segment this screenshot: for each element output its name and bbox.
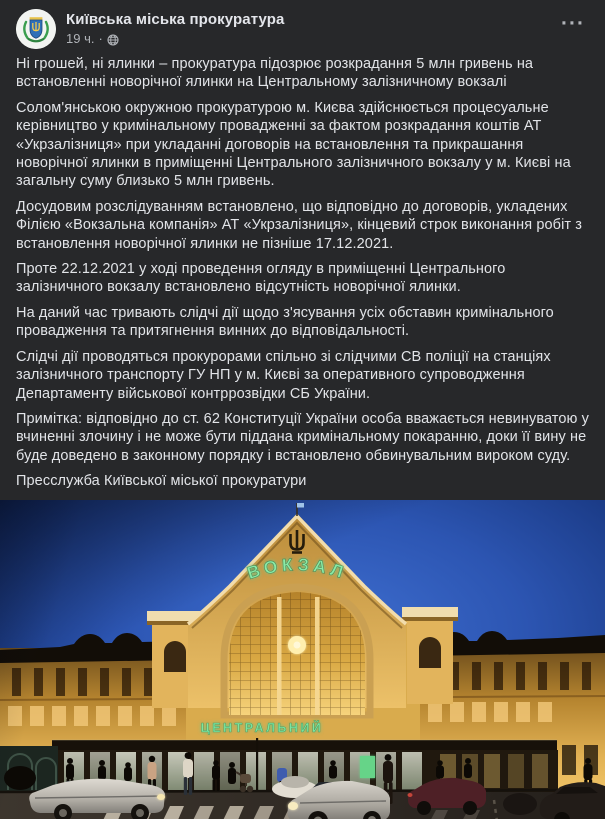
post-timestamp[interactable]: 19 ч.	[66, 31, 95, 46]
post-paragraph: На даний час тривають слідчі дії щодо з'ясування усіх обставин кримінального провадження та притягнення винних до відповідальності.	[16, 304, 554, 340]
post-paragraph: Ні грошей, ні ялинки – прокуратура підозрює розкрадання 5 млн гривень на встановленні новорічної ялинки на Центральному залізничному вокзалі	[16, 56, 534, 91]
post-paragraph: Слідчі дії проводяться прокурорами спільно зі слідчими СВ поліції на станціях залізничного транспорту ГУ НП у м. Києві за оперативного супроводження Департаменту військової контррозвідки СБ України.	[16, 348, 551, 402]
post-header	[0, 0, 605, 52]
post-paragraph: Пресслужба Київської міської прокуратури	[16, 473, 307, 490]
prosecutor-office-emblem-icon	[16, 9, 56, 49]
post-paragraph: Примітка: відповідно до ст. 62 Конституції України особа вважається невинуватою у вчиненні злочину і не може бути піддана кримінальному покаранню, доки її вину не буде доведено в законному порядку і встановлено обвинувальним вироком суду.	[16, 410, 589, 464]
post-paragraph: Проте 22.12.2021 у ході проведення огляду в приміщенні Центрального залізничного вокзалу встановлено відсутність новорічної ялинки.	[16, 261, 506, 296]
page-name-link[interactable]: Київська міська прокуратура	[66, 11, 285, 28]
post-paragraph: Солом'янською окружною прокуратурою м. Києва здійснюється процесуальне керівництво у кримінальному провадженні за фактом розкрадання коштів АТ «Укрзалізниця» при укладанні договорів на встановлення та прикрашання новорічної ялинки в приміщенні Центрального залізничного вокзалу у м. Києві на загальну суму близько 5 млн гривень.	[16, 99, 571, 190]
post-photo[interactable]	[0, 500, 605, 819]
more-options-button[interactable]	[553, 10, 593, 38]
page-avatar[interactable]	[16, 9, 56, 49]
post-text	[0, 52, 605, 498]
station-sign-vokzal: ВОКЗАЛ	[244, 553, 350, 583]
post-header-meta	[66, 9, 589, 47]
post-paragraph: Досудовим розслідуванням встановлено, що відповідно до договорів, укладених Філією «Вокзальна компанія» АТ «Укрзалізниця», кінцевий строк виконання робіт з встановлення новорічної ялинки не пізніше 17.12.2021.	[16, 198, 583, 252]
dot-separator: ·	[98, 31, 103, 46]
globe-icon	[107, 34, 119, 46]
ellipsis-icon: ···	[561, 12, 585, 35]
post-subline	[66, 31, 589, 47]
station-sign-centralnyi: ЦЕНТРАЛЬНИЙ	[200, 720, 324, 735]
vignette	[0, 500, 120, 819]
railway-station-photo	[0, 500, 605, 819]
